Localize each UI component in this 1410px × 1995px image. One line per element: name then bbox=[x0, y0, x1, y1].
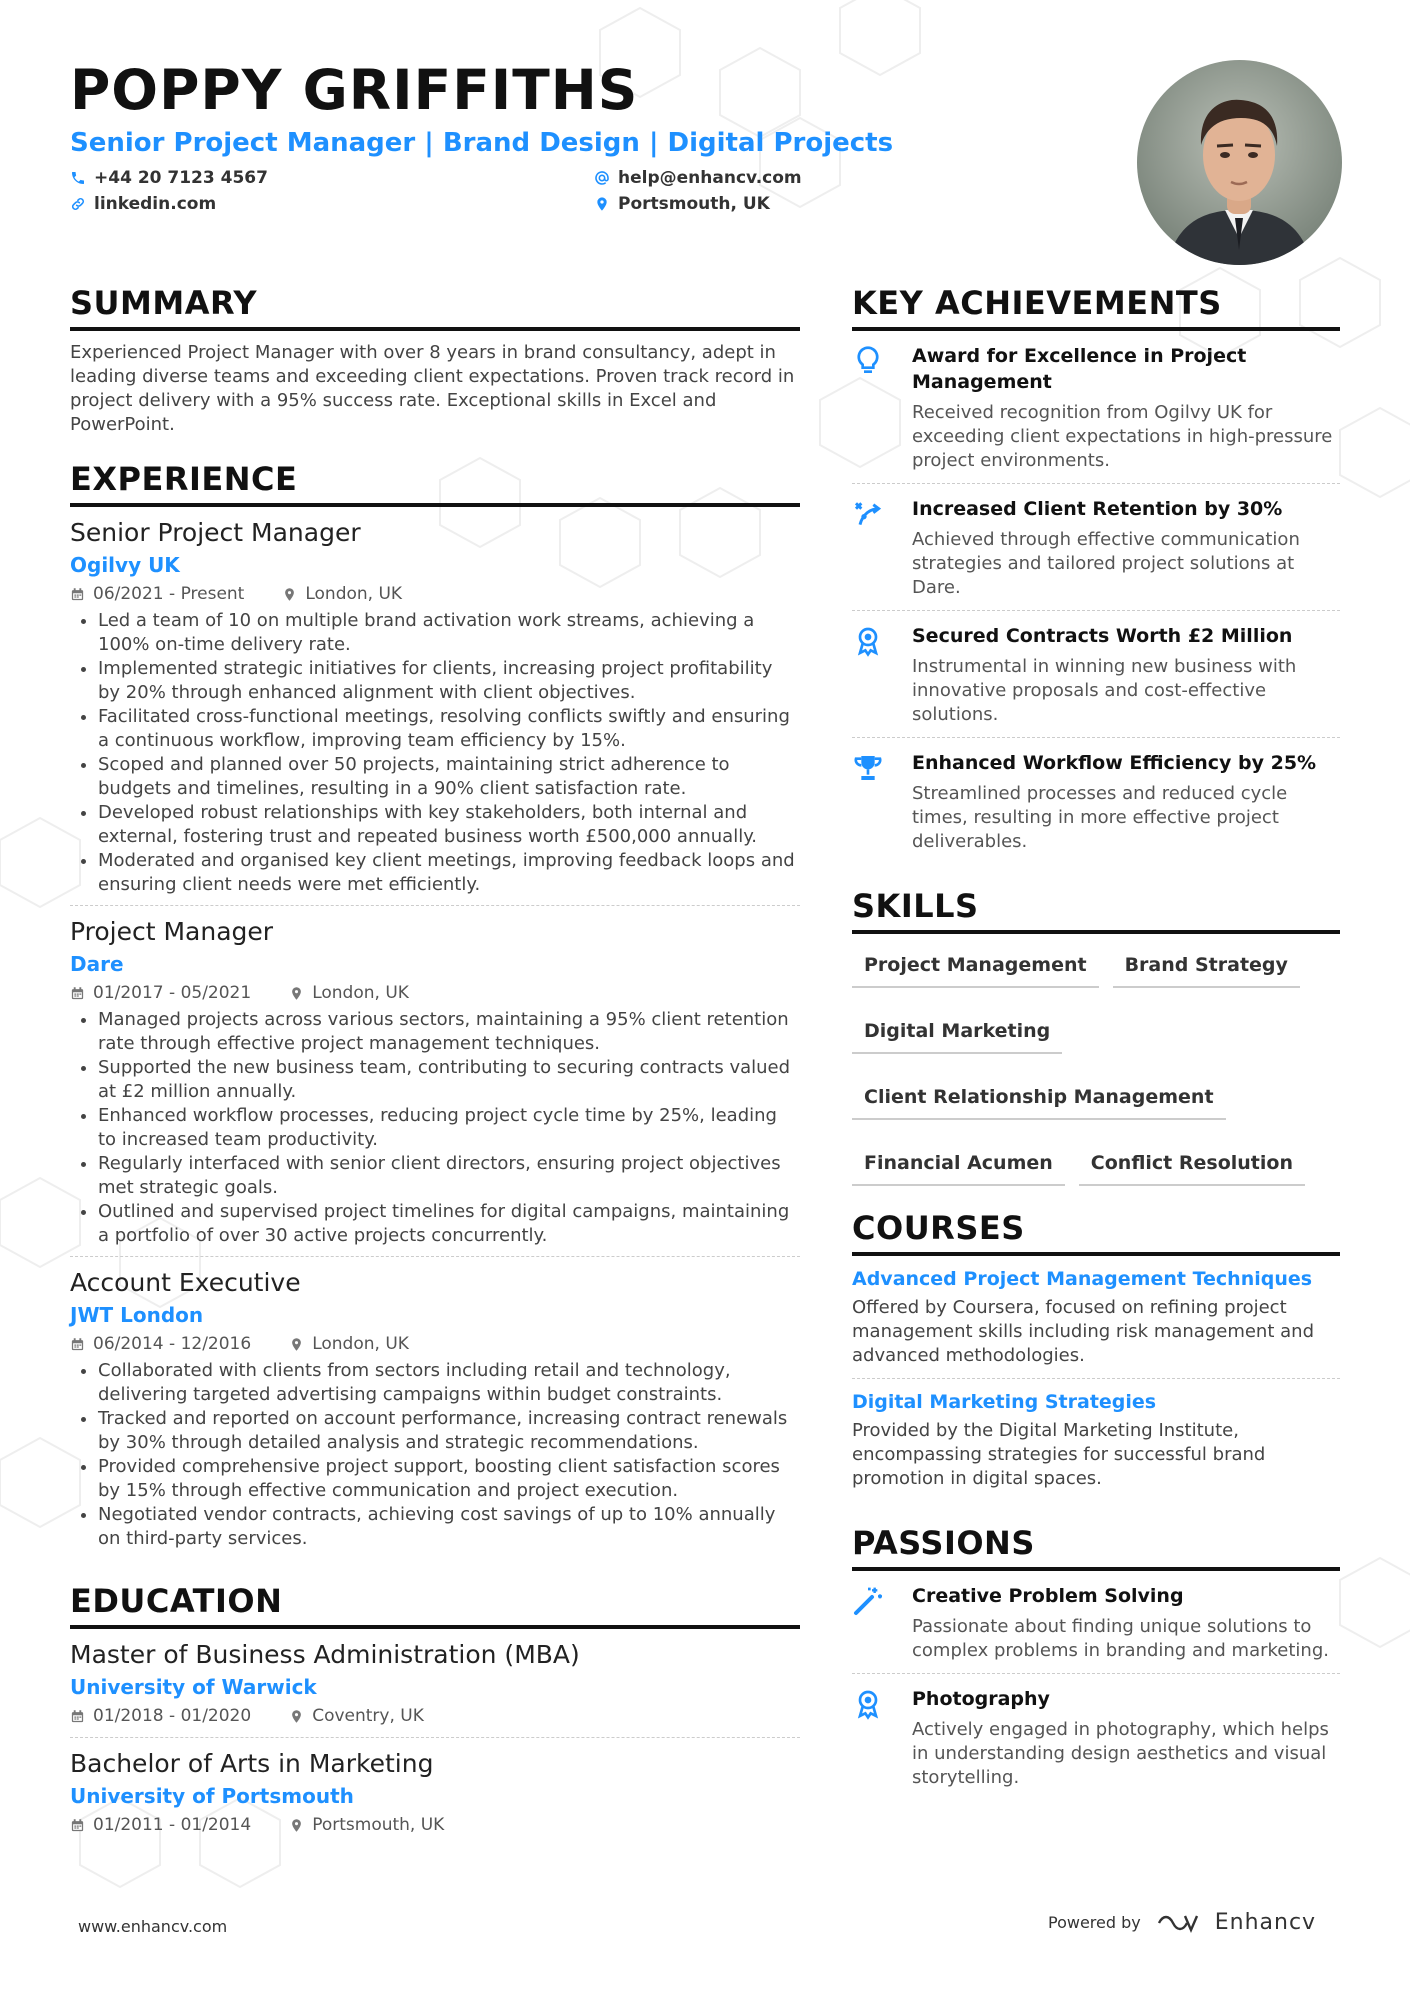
school-name: University of Warwick bbox=[70, 1675, 317, 1699]
skills-list bbox=[852, 946, 1340, 1186]
experience-item bbox=[70, 906, 800, 1257]
calendar-icon bbox=[70, 986, 85, 1001]
education-location: Coventry, UK bbox=[312, 1706, 424, 1726]
course-title: Advanced Project Management Techniques bbox=[852, 1268, 1313, 1290]
job-dates: 06/2021 - Present bbox=[93, 584, 245, 604]
course-desc: Provided by the Digital Marketing Institute, encompassing strategies for successful brand promotion in digital spaces. bbox=[852, 1420, 1266, 1489]
achievement-desc: Achieved through effective communication strategies and tailored project solutions at Dare. bbox=[912, 529, 1300, 598]
job-location: London, UK bbox=[305, 584, 403, 604]
education-section bbox=[70, 1581, 800, 1846]
achievement-desc: Streamlined processes and reduced cycle times, resulting in more effective project deliverables. bbox=[912, 783, 1288, 852]
achievement-item bbox=[852, 484, 1340, 611]
passions-heading: PASSIONS bbox=[852, 1523, 1340, 1571]
contact-email[interactable] bbox=[594, 166, 802, 190]
passion-title: Photography bbox=[912, 1688, 1050, 1710]
passions-section bbox=[852, 1523, 1340, 1800]
contact-location bbox=[594, 192, 770, 216]
passion-desc: Passionate about finding unique solutions to complex problems in branding and marketing. bbox=[912, 1616, 1329, 1661]
job-dates: 06/2014 - 12/2016 bbox=[93, 1334, 252, 1354]
job-bullets bbox=[70, 1008, 800, 1248]
summary-section bbox=[70, 283, 800, 437]
education-meta bbox=[70, 1703, 800, 1729]
calendar-icon bbox=[70, 1818, 85, 1833]
enhancv-logo-icon bbox=[1155, 1911, 1201, 1935]
phone-icon bbox=[70, 170, 86, 186]
achievement-desc: Instrumental in winning new business with innovative proposals and cost-effective solutions. bbox=[912, 656, 1297, 725]
achievements-heading: KEY ACHIEVEMENTS bbox=[852, 283, 1340, 331]
map-pin-icon bbox=[289, 1818, 304, 1833]
courses-heading: COURSES bbox=[852, 1208, 1340, 1256]
skill-tag: Financial Acumen bbox=[852, 1144, 1065, 1186]
job-dates: 01/2017 - 05/2021 bbox=[93, 983, 252, 1003]
skill-tag: Digital Marketing bbox=[852, 1012, 1062, 1054]
degree-name: Master of Business Administration (MBA) bbox=[70, 1640, 580, 1669]
job-meta bbox=[70, 581, 800, 607]
experience-heading: EXPERIENCE bbox=[70, 459, 800, 507]
degree-name: Bachelor of Arts in Marketing bbox=[70, 1749, 434, 1778]
job-role: Senior Project Manager bbox=[70, 518, 361, 547]
resume-header bbox=[70, 58, 1070, 222]
job-bullet: • Developed robust relationships with key stakeholders, both internal and external, fostering trust and repeated business worth £500,000 annually. bbox=[98, 801, 800, 849]
passion-title: Creative Problem Solving bbox=[912, 1585, 1184, 1607]
job-bullet: • Negotiated vendor contracts, achieving cost savings of up to 10% annually on third-party services. bbox=[98, 1503, 800, 1551]
award-badge-icon bbox=[852, 625, 884, 657]
job-bullet: • Provided comprehensive project support, boosting client satisfaction scores by 15% through effective communication and project execution. bbox=[98, 1455, 800, 1503]
job-role: Account Executive bbox=[70, 1268, 301, 1297]
phone-text: +44 20 7123 4567 bbox=[94, 168, 268, 188]
footer-powered-by[interactable] bbox=[1048, 1910, 1316, 1935]
candidate-name: POPPY GRIFFITHS bbox=[70, 58, 639, 122]
contact-info bbox=[70, 166, 1070, 222]
calendar-icon bbox=[70, 587, 85, 602]
award-badge-icon bbox=[852, 1688, 884, 1720]
job-bullet: • Regularly interfaced with senior client directors, ensuring project objectives met strategic goals. bbox=[98, 1152, 800, 1200]
contact-linkedin[interactable] bbox=[70, 192, 216, 216]
right-column bbox=[852, 283, 1340, 1822]
left-column bbox=[70, 283, 800, 1868]
skill-tag: Project Management bbox=[852, 946, 1099, 988]
achievement-desc: Received recognition from Ogilvy UK for exceeding client expectations in high-pressure project environments. bbox=[912, 402, 1333, 471]
achievement-title: Award for Excellence in Project Management bbox=[912, 345, 1247, 393]
passion-item bbox=[852, 1674, 1340, 1800]
job-bullet: • Led a team of 10 on multiple brand activation work streams, achieving a 100% on-time delivery rate. bbox=[98, 609, 800, 657]
job-bullet: • Outlined and supervised project timelines for digital campaigns, maintaining a portfolio of over 30 active projects concurrently. bbox=[98, 1200, 800, 1248]
job-bullet: • Tracked and reported on account performance, increasing contract renewals by 30% through detailed analysis and strategic recommendations. bbox=[98, 1407, 800, 1455]
courses-section bbox=[852, 1208, 1340, 1501]
skill-tag: Brand Strategy bbox=[1113, 946, 1300, 988]
job-bullets bbox=[70, 1359, 800, 1551]
achievement-item bbox=[852, 611, 1340, 738]
job-bullet: • Scoped and planned over 50 projects, maintaining strict adherence to budgets and timelines, resulting in a 90% client satisfaction rate. bbox=[98, 753, 800, 801]
calendar-icon bbox=[70, 1709, 85, 1724]
job-location: London, UK bbox=[312, 1334, 409, 1354]
map-pin-icon bbox=[289, 986, 304, 1001]
job-location: London, UK bbox=[312, 983, 409, 1003]
education-location: Portsmouth, UK bbox=[312, 1815, 445, 1835]
experience-item bbox=[70, 1257, 800, 1559]
experience-item bbox=[70, 507, 800, 906]
email-text: help@enhancv.com bbox=[618, 168, 802, 188]
education-dates: 01/2018 - 01/2020 bbox=[93, 1706, 252, 1726]
job-bullet: • Managed projects across various sectors, maintaining a 95% client retention rate through effective project management techniques. bbox=[98, 1008, 800, 1056]
education-heading: EDUCATION bbox=[70, 1581, 800, 1629]
education-item bbox=[70, 1738, 800, 1846]
course-desc: Offered by Coursera, focused on refining project management skills including risk management and advanced methodologies. bbox=[852, 1297, 1314, 1366]
map-pin-icon bbox=[289, 1337, 304, 1352]
job-meta bbox=[70, 1331, 800, 1357]
achievement-title: Increased Client Retention by 30% bbox=[912, 498, 1283, 520]
achievement-item bbox=[852, 738, 1340, 864]
job-company: Ogilvy UK bbox=[70, 553, 180, 577]
education-meta bbox=[70, 1812, 800, 1838]
achievement-title: Secured Contracts Worth £2 Million bbox=[912, 625, 1293, 647]
achievement-title: Enhanced Workflow Efficiency by 25% bbox=[912, 752, 1317, 774]
achievements-section bbox=[852, 283, 1340, 864]
job-bullet: • Facilitated cross-functional meetings, resolving conflicts swiftly and ensuring a continuous workflow, improving team efficiency by 15%. bbox=[98, 705, 800, 753]
job-role: Project Manager bbox=[70, 917, 274, 946]
experience-section bbox=[70, 459, 800, 1559]
job-bullet: • Enhanced workflow processes, reducing project cycle time by 25%, leading to increased team productivity. bbox=[98, 1104, 800, 1152]
job-company: JWT London bbox=[70, 1303, 204, 1327]
footer-website[interactable]: www.enhancv.com bbox=[78, 1917, 228, 1936]
education-item bbox=[70, 1629, 800, 1738]
summary-heading: SUMMARY bbox=[70, 283, 800, 331]
achievement-item bbox=[852, 331, 1340, 484]
strategy-icon bbox=[852, 498, 884, 530]
job-bullet: • Moderated and organised key client meetings, improving feedback loops and ensuring client needs were met efficiently. bbox=[98, 849, 800, 897]
trophy-icon bbox=[852, 752, 884, 784]
job-bullets bbox=[70, 609, 800, 897]
passion-item bbox=[852, 1571, 1340, 1674]
summary-text: Experienced Project Manager with over 8 years in brand consultancy, adept in leading diverse teams and exceeding client expectations. Proven track record in project delivery with a 95% success rate. Exceptional skills in Excel and PowerPoint. bbox=[70, 342, 795, 435]
skill-tag: Conflict Resolution bbox=[1079, 1144, 1305, 1186]
course-item bbox=[852, 1256, 1340, 1379]
passion-desc: Actively engaged in photography, which helps in understanding design aesthetics and visual storytelling. bbox=[912, 1719, 1329, 1788]
brand-name: Enhancv bbox=[1214, 1910, 1317, 1935]
link-icon bbox=[70, 196, 86, 212]
powered-by-label: Powered by bbox=[1048, 1913, 1141, 1932]
contact-phone[interactable] bbox=[70, 166, 268, 190]
skills-heading: SKILLS bbox=[852, 886, 1340, 934]
candidate-title: Senior Project Manager | Brand Design | Digital Projects bbox=[70, 128, 894, 158]
map-pin-icon bbox=[282, 587, 297, 602]
magic-wand-icon bbox=[852, 1585, 884, 1617]
map-pin-icon bbox=[594, 196, 610, 212]
job-bullet: • Implemented strategic initiatives for clients, increasing project profitability by 20% through enhanced alignment with client objectives. bbox=[98, 657, 800, 705]
at-sign-icon bbox=[594, 170, 610, 186]
avatar bbox=[1137, 60, 1342, 265]
course-title: Digital Marketing Strategies bbox=[852, 1391, 1157, 1413]
education-dates: 01/2011 - 01/2014 bbox=[93, 1815, 252, 1835]
skills-section bbox=[852, 886, 1340, 1186]
lightbulb-icon bbox=[852, 345, 884, 377]
job-company: Dare bbox=[70, 952, 124, 976]
linkedin-text: linkedin.com bbox=[94, 194, 217, 214]
map-pin-icon bbox=[289, 1709, 304, 1724]
job-bullet: • Supported the new business team, contributing to securing contracts valued at £2 million annually. bbox=[98, 1056, 800, 1104]
course-item bbox=[852, 1379, 1340, 1501]
location-text: Portsmouth, UK bbox=[618, 194, 770, 214]
school-name: University of Portsmouth bbox=[70, 1784, 354, 1808]
calendar-icon bbox=[70, 1337, 85, 1352]
job-bullet: • Collaborated with clients from sectors including retail and technology, delivering targeted advertising campaigns within budget constraints. bbox=[98, 1359, 800, 1407]
skill-tag: Client Relationship Management bbox=[852, 1078, 1226, 1120]
job-meta bbox=[70, 980, 800, 1006]
